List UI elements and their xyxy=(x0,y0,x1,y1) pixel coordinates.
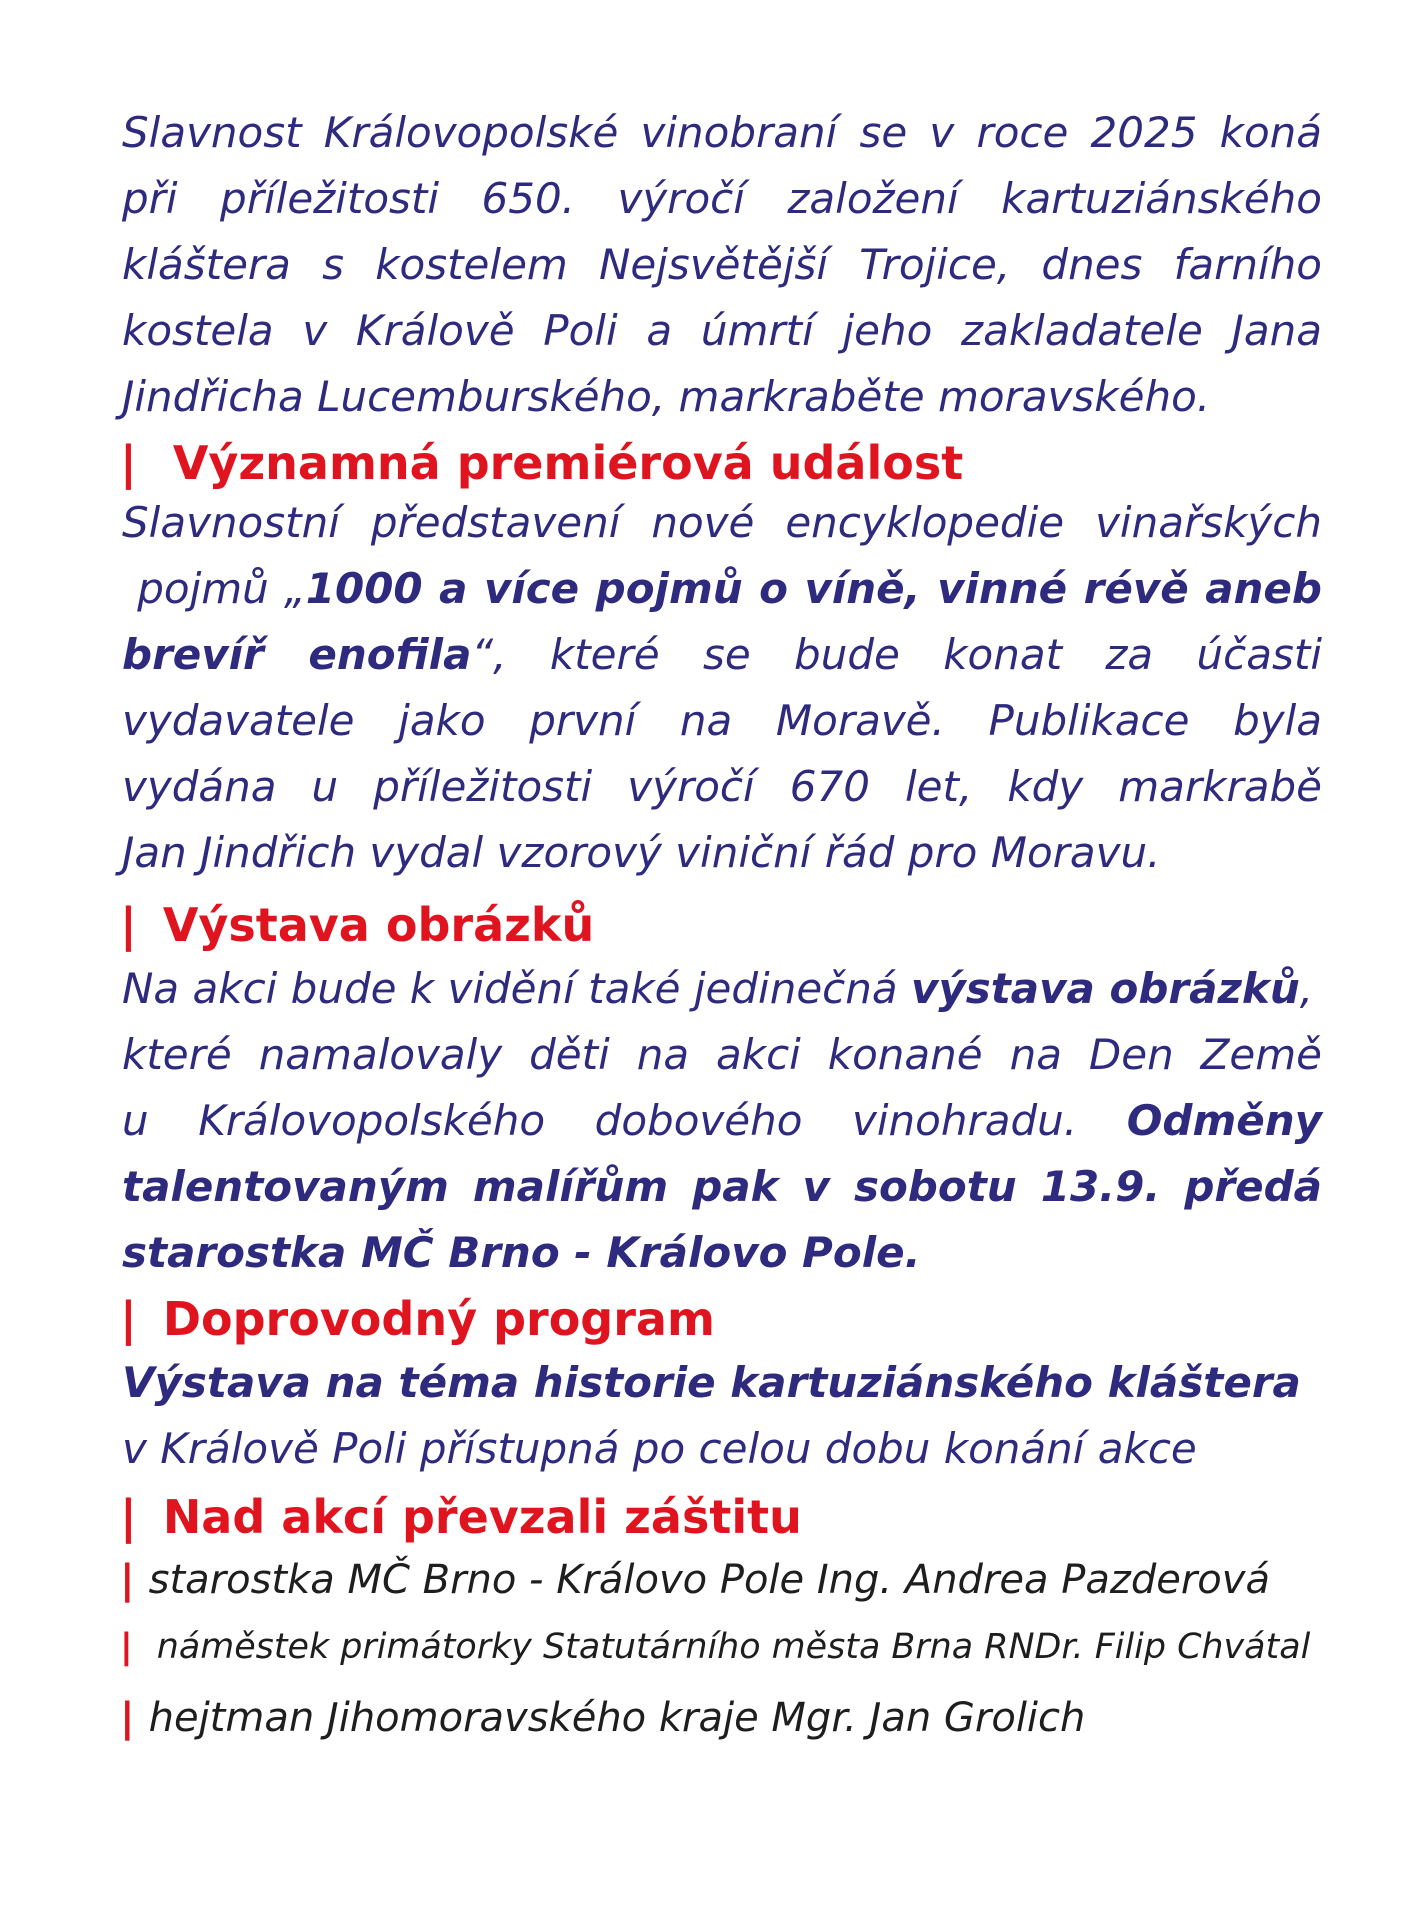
premiere-line: vydána u příležitosti výročí 670 let, kdy markrabě xyxy=(122,762,1322,811)
patron-bar-marker: | xyxy=(120,1557,135,1603)
exhibition-line xyxy=(122,1096,1322,1145)
section-heading-program xyxy=(120,1292,1320,1346)
patron-item xyxy=(120,1695,1086,1741)
heading-text: Významná premiérová událost xyxy=(172,436,964,490)
bold-run: Odměny xyxy=(1126,1096,1322,1145)
patron-bar-marker: | xyxy=(120,1627,133,1667)
intro-line: kostela v Králově Poli a úmrtí jeho zakladatele Jana xyxy=(122,306,1322,355)
bold-run: starostka MČ Brno - Královo Pole. xyxy=(122,1228,921,1277)
intro-line: kláštera s kostelem Nejsvětější Trojice, dnes farního xyxy=(122,240,1322,289)
premiere-line: Jan Jindřich vydal vzorový viniční řád pro Moravu. xyxy=(122,828,1161,877)
heading-text: Výstava obrázků xyxy=(162,898,595,952)
section-heading-premiere xyxy=(120,436,1320,490)
heading-text: Nad akcí převzali záštitu xyxy=(162,1490,802,1544)
program-line: v Králově Poli přístupná po celou dobu konání akce xyxy=(122,1424,1197,1473)
section-heading-patronage xyxy=(120,1490,1320,1544)
book-title-part: brevíř enofila xyxy=(122,630,472,679)
premiere-line: Slavnostní představení nové encyklopedie vinařských xyxy=(122,498,1322,547)
text-run: u Královopolského dobového vinohradu. xyxy=(122,1096,1127,1145)
program-line xyxy=(122,1358,1322,1407)
bold-run: výstava obrázků xyxy=(910,964,1300,1013)
book-title-part: 1000 a více pojmů o víně, vinné révě aneb xyxy=(305,564,1322,613)
text-run: , xyxy=(1299,964,1314,1013)
intro-line: Slavnost Královopolské vinobraní se v roce 2025 koná xyxy=(122,108,1322,157)
patron-item xyxy=(120,1557,1270,1603)
patron-item xyxy=(120,1627,1311,1667)
exhibition-line: které namalovaly děti na akci konané na Den Země xyxy=(122,1030,1322,1079)
intro-line: při příležitosti 650. výročí založení kartuziánského xyxy=(122,174,1322,223)
patron-text: hejtman Jihomoravského kraje Mgr. Jan Grolich xyxy=(148,1695,1086,1741)
text-run: pojmů „ xyxy=(122,564,306,613)
exhibition-line xyxy=(122,1228,1322,1277)
premiere-line xyxy=(122,564,1322,613)
premiere-line xyxy=(122,630,1322,679)
patron-text: náměstek primátorky Statutárního města Brna RNDr. Filip Chvátal xyxy=(156,1627,1311,1667)
heading-bar-marker: | xyxy=(120,1292,137,1346)
heading-bar-marker: | xyxy=(120,1490,137,1544)
bold-run: talentovaným malířům pak v sobotu 13.9. předá xyxy=(122,1162,1322,1211)
text-run: “, které se bude konat za účasti xyxy=(471,630,1322,679)
patron-text: starostka MČ Brno - Královo Pole Ing. Andrea Pazderová xyxy=(148,1557,1270,1603)
heading-bar-marker: | xyxy=(120,436,137,490)
exhibition-line xyxy=(122,964,1322,1013)
premiere-line: vydavatele jako první na Moravě. Publikace byla xyxy=(122,696,1322,745)
patron-bar-marker: | xyxy=(120,1695,135,1741)
heading-bar-marker: | xyxy=(120,898,137,952)
intro-line: Jindřicha Lucemburského, markraběte moravského. xyxy=(122,372,1211,421)
exhibition-line xyxy=(122,1162,1322,1211)
heading-text: Doprovodný program xyxy=(162,1292,715,1346)
bold-run: Výstava na téma historie kartuziánského kláštera xyxy=(122,1358,1301,1407)
section-heading-exhibition xyxy=(120,898,1320,952)
text-run: Na akci bude k vidění také jedinečná xyxy=(122,964,911,1013)
